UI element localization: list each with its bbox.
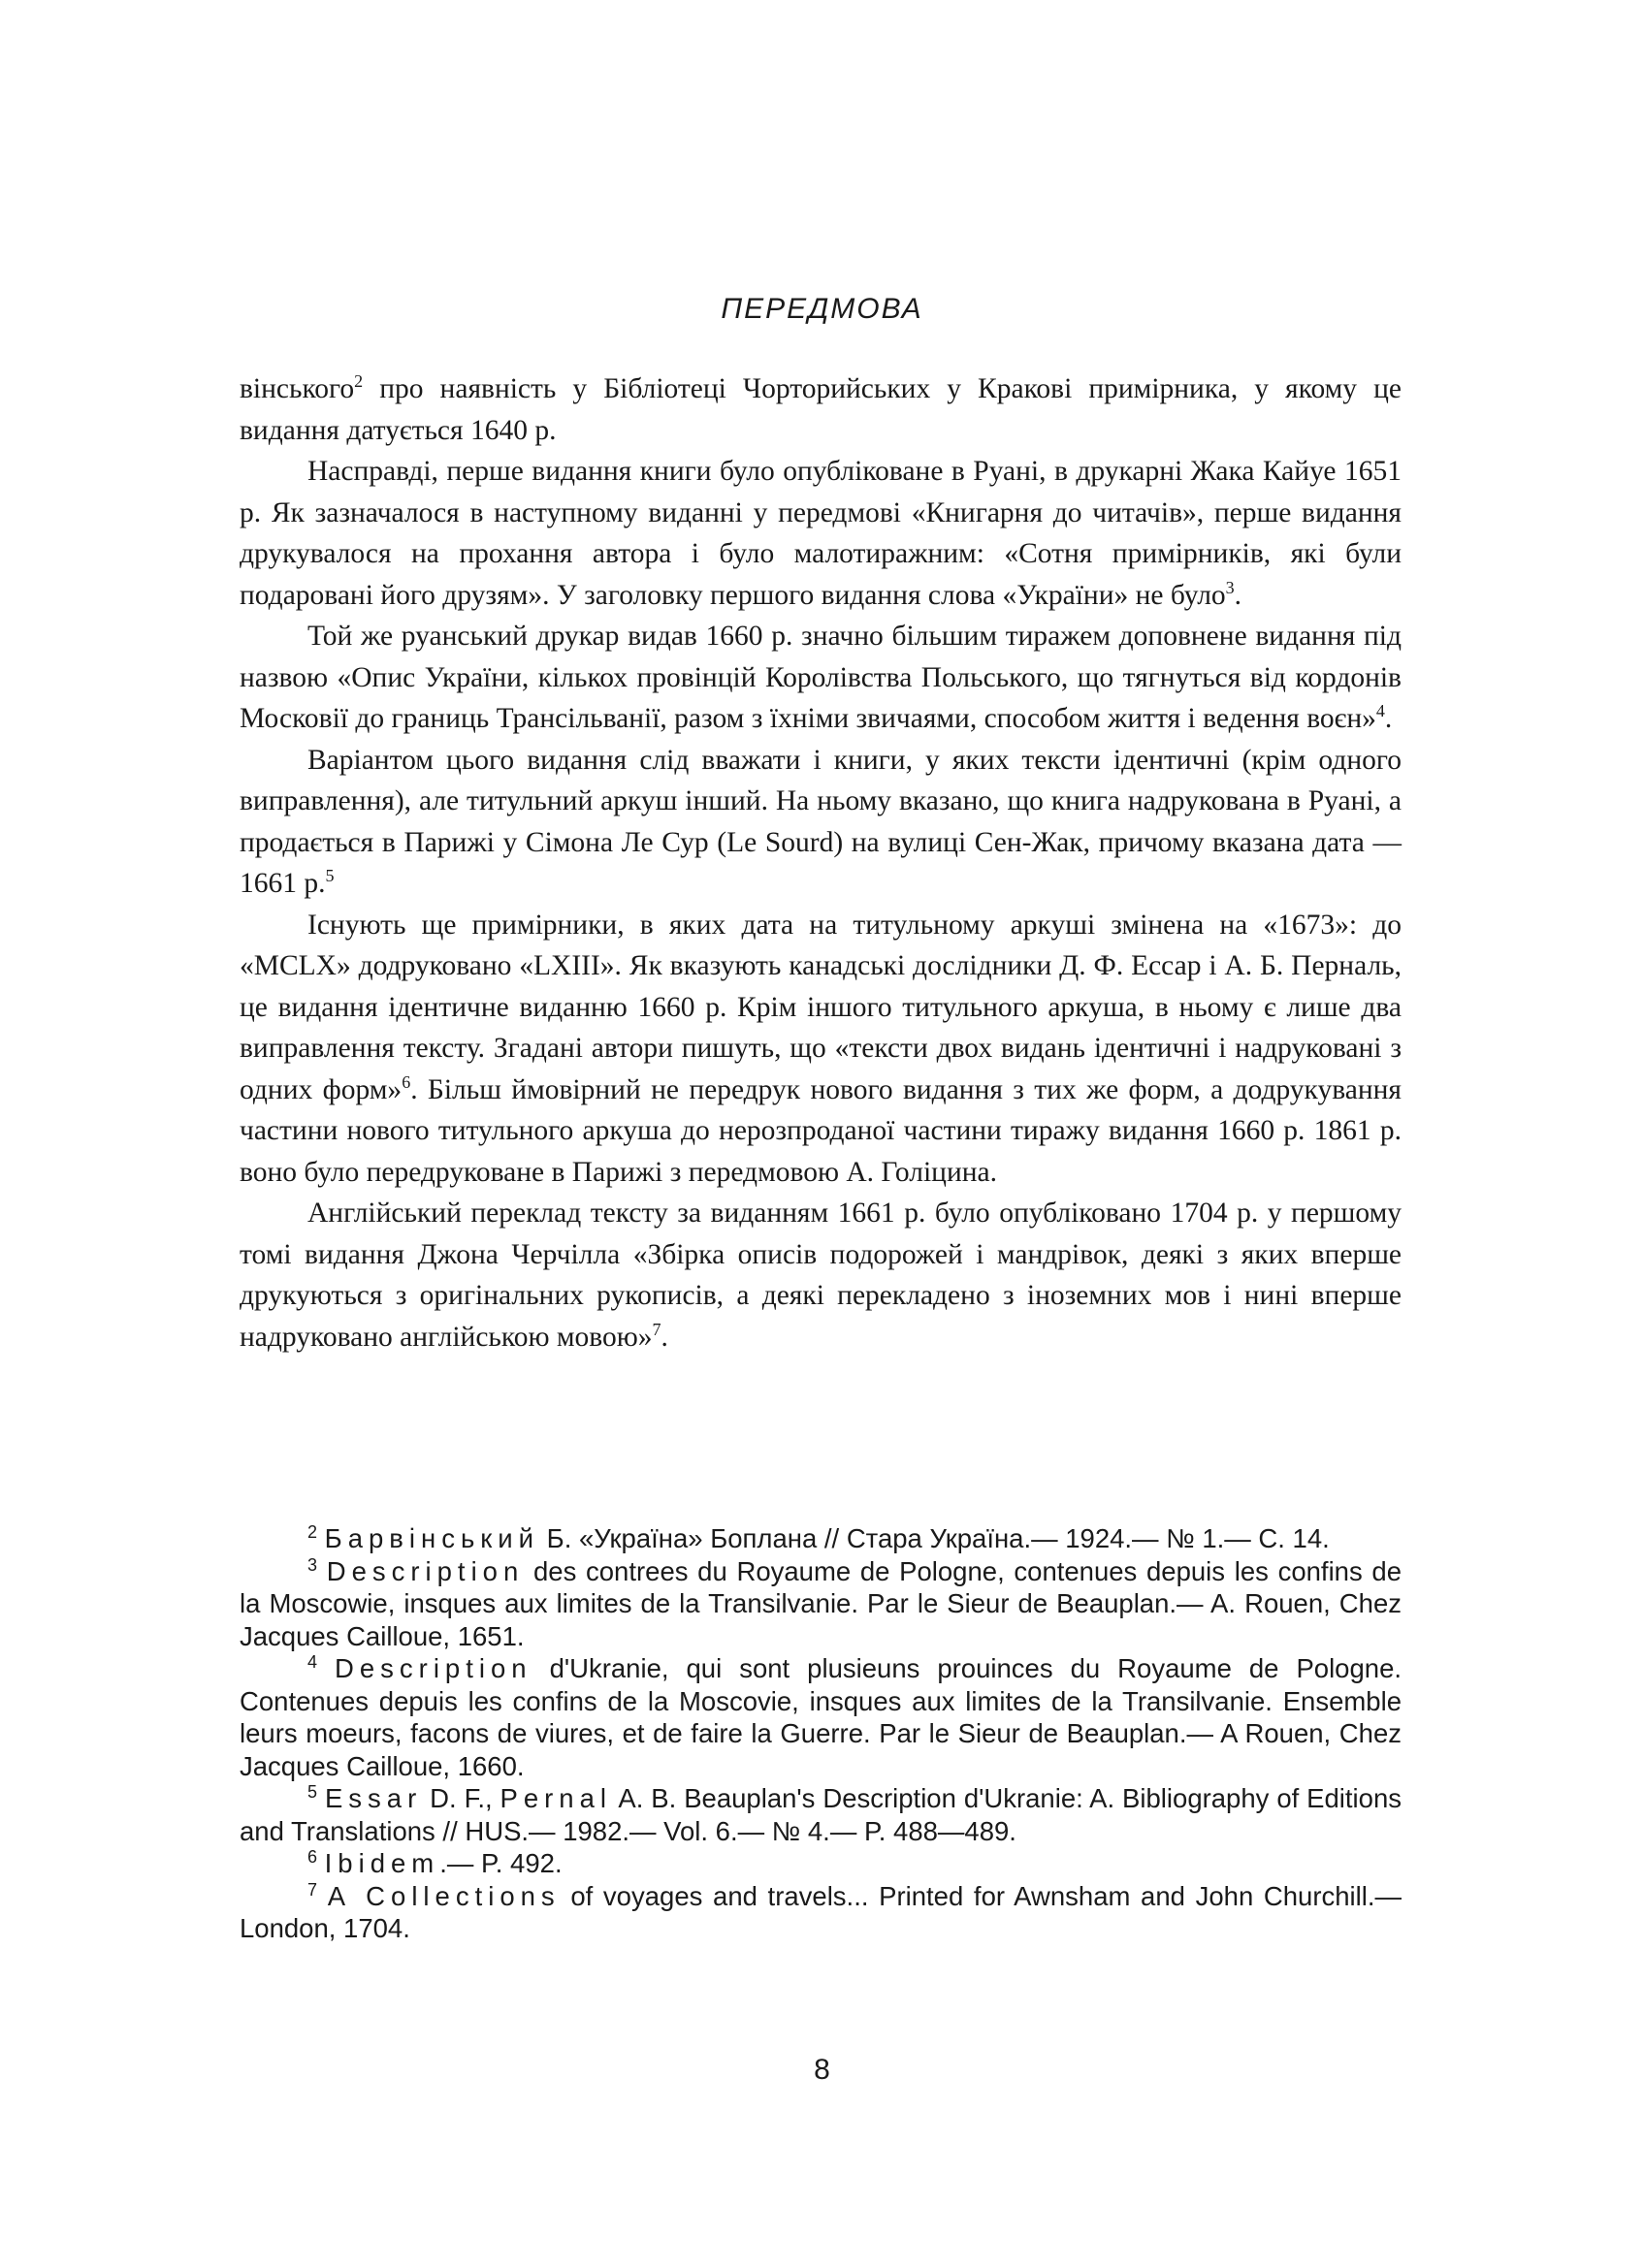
footnote-text: D. F., — [422, 1783, 500, 1813]
footnote-ref: 3 — [1225, 577, 1235, 597]
footnote-ref: 2 — [354, 371, 364, 392]
footnote-ref: 7 — [652, 1319, 661, 1339]
paragraph — [240, 740, 1402, 905]
text-run: . — [1384, 703, 1393, 734]
text-run: вінського — [240, 373, 355, 404]
footnote-text: d'Ukranie, qui sont plusieuns prouinces du Royaume de Pologne. Contenues depuis les confins de la Moscovie, insques aux limites de la Transilvanie. Ensemble leurs moeurs, facons de viures, et de faire la Guerre. Par le Sieur de Beauplan.— A Rouen, Chez Jacques Cailloue, 1660. — [240, 1653, 1402, 1781]
running-header: ПЕРЕДМОВА — [721, 293, 923, 325]
text-run: про наявність у Бібліотеці Чорторийських у Кракові примірника, у якому це видання датується 1640 р. — [240, 373, 1402, 446]
footnote — [240, 1652, 1402, 1782]
footnote-number: 6 — [307, 1846, 318, 1867]
paragraph — [240, 905, 1402, 1194]
footnotes — [240, 1522, 1402, 1945]
footnote — [240, 1555, 1402, 1653]
text-run: Англійський переклад тексту за виданням 1661 р. було опубліковано 1704 р. у першому томі видання Джона Черчілла «Збірка описів подорожей і мандрівок, деякі з яких вперше друкуються з оригінальних рукописів, а деякі перекладено з іноземних мов і нині вперше надруковано англійською мовою» — [240, 1198, 1402, 1353]
page-number: 8 — [814, 2054, 830, 2086]
footnote-text: des contrees du Royaume de Pologne, contenues depuis les confins de la Moscowie, insques aux limites de la Transilvanie. Par le Sieur de Beauplan.— A. Rouen, Chez Jacques Cailloue, 1651. — [240, 1555, 1402, 1651]
text-run: Варіантом цього видання слід вважати і книги, у яких тексти ідентичні (крім одного виправлення), але титульний аркуш інший. На ньому вказано, що книга надрукована в Руані, а продається в Парижі у Сімона Ле Сур (Le Sourd) на вулиці Сен-Жак, причому вказана дата — 1661 р. — [240, 744, 1402, 899]
footnote-text: A. B. Beauplan's Description d'Ukranie: A. Bibliography of Editions and Translations // HUS.— 1982.— Vol. 6.— № 4.— P. 488—489. — [240, 1783, 1402, 1846]
text-run: Той же руанський друкар видав 1660 р. значно більшим тиражем доповнене видання під назвою «Опис України, кількох провінцій Королівства Польського, що тягнуться від кордонів Московії до границь Трансільванії, разом з їхніми звичаями, способом життя і ведення воєн» — [240, 621, 1402, 734]
footnote-number: 4 — [307, 1651, 318, 1672]
footnote-author: Essar — [324, 1783, 423, 1813]
footnote-ref: 5 — [325, 866, 335, 886]
footnote-author: Барвінський — [324, 1523, 540, 1553]
paragraph — [240, 368, 1402, 451]
footnote — [240, 1880, 1402, 1945]
text-run: Насправді, перше видання книги було опубліковане в Руані, в друкарні Жака Кайуе 1651 р. Як зазначалося в наступному виданні у передмові «Книгарня до читачів», перше видання друкувалося на прохання автора і було малотиражним: «Сотня примірників, які були подаровані його друзям». У заголовку першого видання слова «України» не було — [240, 456, 1402, 611]
footnote-author: Pernal — [500, 1783, 613, 1813]
footnote — [240, 1782, 1402, 1847]
footnote-text: Б. «Україна» Боплана // Стара Україна.— 1924.— № 1.— С. 14. — [539, 1523, 1330, 1553]
paragraph — [240, 451, 1402, 616]
footnote-text: .— P. 492. — [439, 1848, 563, 1878]
footnote-ref: 6 — [402, 1071, 411, 1092]
paragraph — [240, 1193, 1402, 1358]
footnote — [240, 1847, 1402, 1880]
footnote-author: Ibidem — [324, 1848, 440, 1878]
footnote-number: 3 — [307, 1554, 318, 1575]
footnote-number: 7 — [307, 1879, 318, 1900]
text-run: . — [1234, 579, 1242, 611]
footnote-text: of voyages and travels... Printed for Awnsham and John Churchill.— London, 1704. — [240, 1880, 1402, 1943]
footnote — [240, 1522, 1402, 1555]
text-run: Існують ще примірники, в яких дата на титульному аркуші змінена на «1673»: до «MCLX» додруковано «LXIII». Як вказують канадські дослідники Д. Ф. Ессар і А. Б. Перналь, це видання ідентичне виданню 1660 р. Крім іншого титульного аркуша, в ньому є лише два виправлення тексту. Згадані автори пишуть, що «тексти двох видань ідентичні і надруковані з одних форм» — [240, 909, 1402, 1105]
footnote-number: 2 — [307, 1521, 318, 1542]
footnote-ref: 4 — [1375, 701, 1385, 721]
paragraph — [240, 616, 1402, 740]
footnote-author: Description — [326, 1555, 525, 1586]
text-run: . — [661, 1321, 668, 1353]
footnote-number: 5 — [307, 1781, 318, 1802]
footnote-author: A Collections — [327, 1880, 561, 1911]
footnote-author: Description — [335, 1653, 532, 1683]
main-text — [240, 368, 1402, 1358]
text-run: . Більш ймовірний не передрук нового видання з тих же форм, а додрукування частини нового титульного аркуша до нерозпроданої частини тиражу видання 1660 р. 1861 р. воно було передруковане в Парижі з передмовою А. Голіцина. — [240, 1073, 1402, 1188]
